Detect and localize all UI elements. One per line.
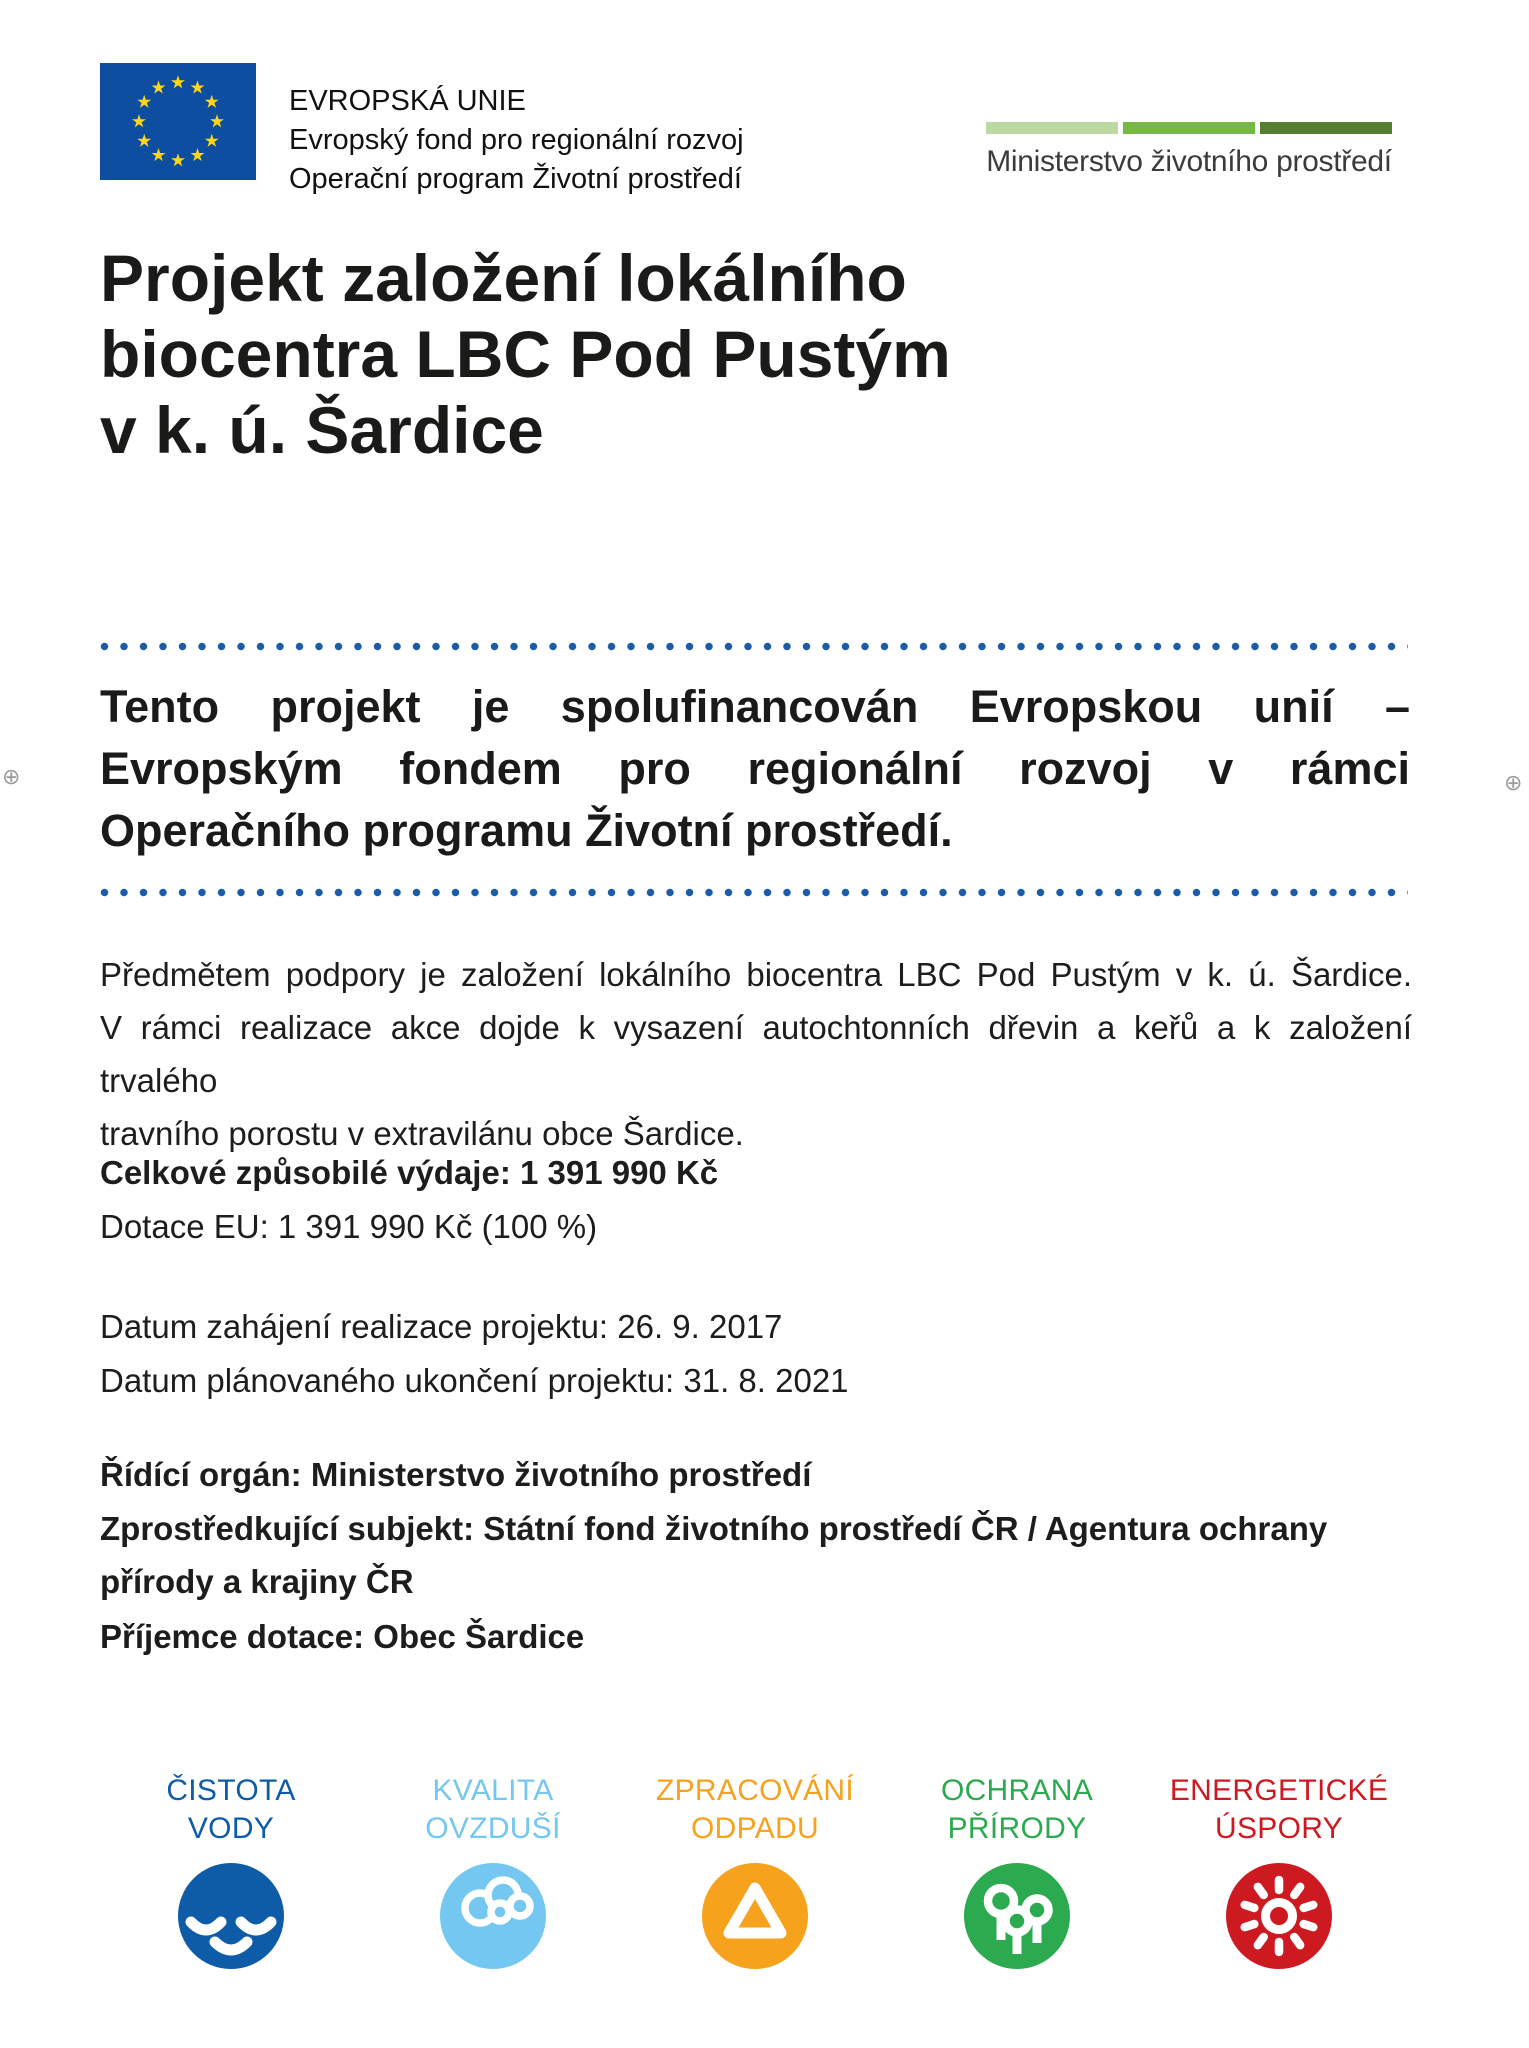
end-date: Datum plánovaného ukončení projektu: 31. 8. 2021	[100, 1362, 849, 1399]
intermediary-body: Zprostředkující subjekt: Státní fond životního prostředí ČR / Agentura ochrany přírody a krajiny ČR	[100, 1510, 1328, 1600]
ministry-bar-light	[986, 122, 1118, 134]
priority-air-label-line-1: KVALITA	[432, 1774, 554, 1807]
priority-water-label	[100, 1772, 362, 1848]
priority-nature-label-line-2: PŘÍRODY	[947, 1812, 1087, 1845]
project-title-line-2: biocentra LBC Pod Pustým	[100, 317, 951, 391]
cofinancing-line-2: Evropským fondem pro regionální rozvoj v rámci	[100, 743, 1410, 794]
priority-energy	[1148, 1772, 1410, 1974]
waste-icon	[702, 1863, 808, 1969]
priority-icons-row	[100, 1772, 1410, 1974]
eu-flag-icon	[100, 63, 256, 180]
dotted-divider-top	[100, 642, 1408, 651]
project-title	[100, 240, 1420, 468]
nature-icon	[964, 1863, 1070, 1969]
priority-waste-label	[624, 1772, 886, 1848]
eu-grant: Dotace EU: 1 391 990 Kč (100 %)	[100, 1208, 598, 1245]
air-icon	[440, 1863, 546, 1969]
priority-air-label-line-2: OVZDUŠÍ	[425, 1812, 561, 1845]
eu-fund-label: Evropský fond pro regionální rozvoj	[289, 124, 744, 156]
priority-air	[362, 1772, 624, 1974]
registration-mark-left: ⊕	[2, 764, 21, 789]
dotted-divider-bottom	[100, 888, 1408, 897]
priority-air-label	[362, 1772, 624, 1848]
priority-energy-label-line-2: ÚSPORY	[1215, 1812, 1343, 1845]
priority-nature	[886, 1772, 1148, 1974]
project-title-line-1: Projekt založení lokálního	[100, 241, 907, 315]
eu-program-text	[289, 82, 744, 199]
beneficiary: Příjemce dotace: Obec Šardice	[100, 1618, 585, 1655]
energy-icon	[1226, 1863, 1332, 1969]
priority-energy-label	[1148, 1772, 1410, 1848]
priority-waste	[624, 1772, 886, 1974]
registration-mark-right: ⊕	[1504, 770, 1523, 795]
priority-water-label-line-1: ČISTOTA	[166, 1774, 296, 1807]
project-description	[100, 948, 1412, 1160]
start-date: Datum zahájení realizace projektu: 26. 9. 2017	[100, 1308, 783, 1345]
eu-union-label: EVROPSKÁ UNIE	[289, 85, 526, 117]
eu-operational-program-label: Operační program Životní prostředí	[289, 163, 742, 195]
priority-water-label-line-2: VODY	[187, 1812, 275, 1845]
priority-waste-label-line-2: ODPADU	[691, 1812, 819, 1845]
description-line-2: V rámci realizace akce dojde k vysazení autochtonních dřevin a keřů a k založení trvalého	[100, 1009, 1412, 1099]
project-title-line-3: v k. ú. Šardice	[100, 393, 544, 467]
cofinancing-line-3: Operačního programu Životní prostředí.	[100, 805, 953, 856]
ministry-bars	[986, 122, 1392, 134]
priority-water	[100, 1772, 362, 1974]
water-icon	[178, 1863, 284, 1969]
ministry-bar-dark	[1260, 122, 1392, 134]
priority-nature-label	[886, 1772, 1148, 1848]
ministry-logo	[986, 122, 1392, 179]
priority-energy-label-line-1: ENERGETICKÉ	[1169, 1774, 1389, 1807]
priority-nature-label-line-1: OCHRANA	[940, 1774, 1094, 1807]
description-line-1: Předmětem podpory je založení lokálního biocentra LBC Pod Pustým v k. ú. Šardice.	[100, 956, 1412, 993]
ministry-bar-medium	[1123, 122, 1255, 134]
managing-authority: Řídící orgán: Ministerstvo životního prostředí	[100, 1456, 812, 1493]
ministry-name: Ministerstvo životního prostředí	[986, 145, 1392, 178]
cofinancing-statement	[100, 676, 1410, 862]
description-line-3: travního porostu v extravilánu obce Šardice.	[100, 1115, 744, 1152]
priority-waste-label-line-1: ZPRACOVÁNÍ	[655, 1774, 855, 1807]
total-expenses: Celkové způsobilé výdaje: 1 391 990 Kč	[100, 1154, 719, 1191]
cofinancing-line-1: Tento projekt je spolufinancován Evropskou unií –	[100, 681, 1410, 732]
